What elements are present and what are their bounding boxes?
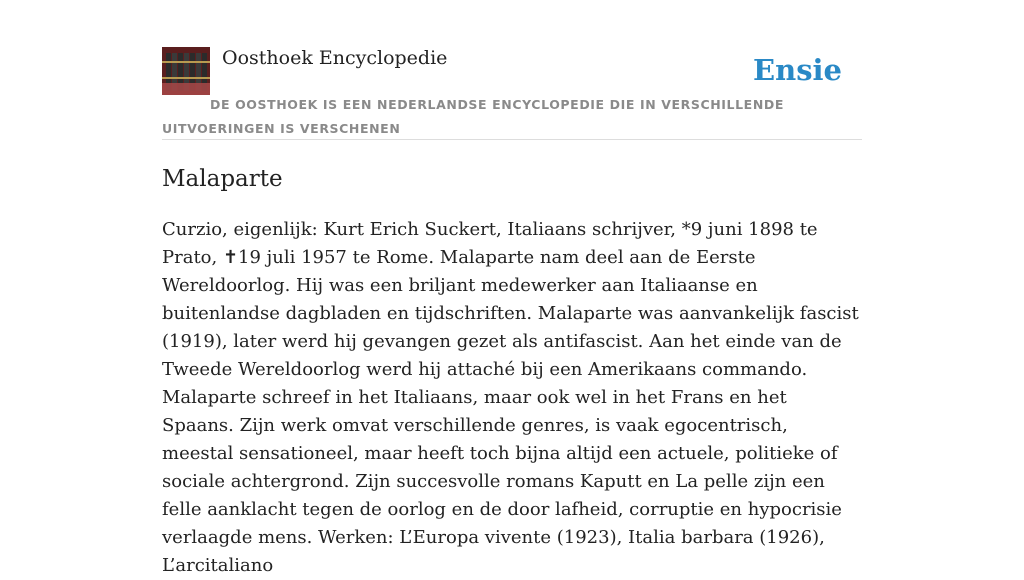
encyclopedia-books-icon xyxy=(162,47,210,95)
article-title: Malaparte xyxy=(162,166,283,192)
brand-logo[interactable]: Ensie xyxy=(753,53,842,87)
article-body: Curzio, eigenlijk: Kurt Erich Suckert, Italiaans schrijver, *9 juni 1898 te Prato, ✝19 juli 1957 te Rome. Malaparte nam deel aan de Eerste Wereldoorlog. Hij was een briljant medewerker aan Italiaanse en buitenlandse dagbladen en tijdschriften. Malaparte was aanvankelijk fascist (1919), later werd hij gevangen gezet als antifascist. Aan het einde van de Tweede Wereldoorlog werd hij attaché bij een Amerikaans commando. Malaparte schreef in het Italiaans, maar ook wel in het Frans en het Spaans. Zijn werk omvat verschillende genres, is vaak egocentrisch, meestal sensationeel, maar heeft toch bijna altijd een actuele, politieke of sociale achtergrond. Zijn succesvolle romans Kaputt en La pelle zijn een felle aanklacht tegen de oorlog en de door lafheid, corruptie en hypocrisie verlaagde mens. Werken: L’Europa vivente (1923), Italia barbara (1926), L’arcitaliano xyxy=(162,219,859,576)
site-title[interactable]: Oosthoek Encyclopedie xyxy=(222,47,448,69)
site-tagline: DE OOSTHOEK IS EEN NEDERLANDSE ENCYCLOPEDIE DIE IN VERSCHILLENDE UITVOERINGEN IS VERSCHENEN xyxy=(162,97,784,136)
site-avatar[interactable] xyxy=(162,47,210,95)
header-divider xyxy=(162,139,862,140)
